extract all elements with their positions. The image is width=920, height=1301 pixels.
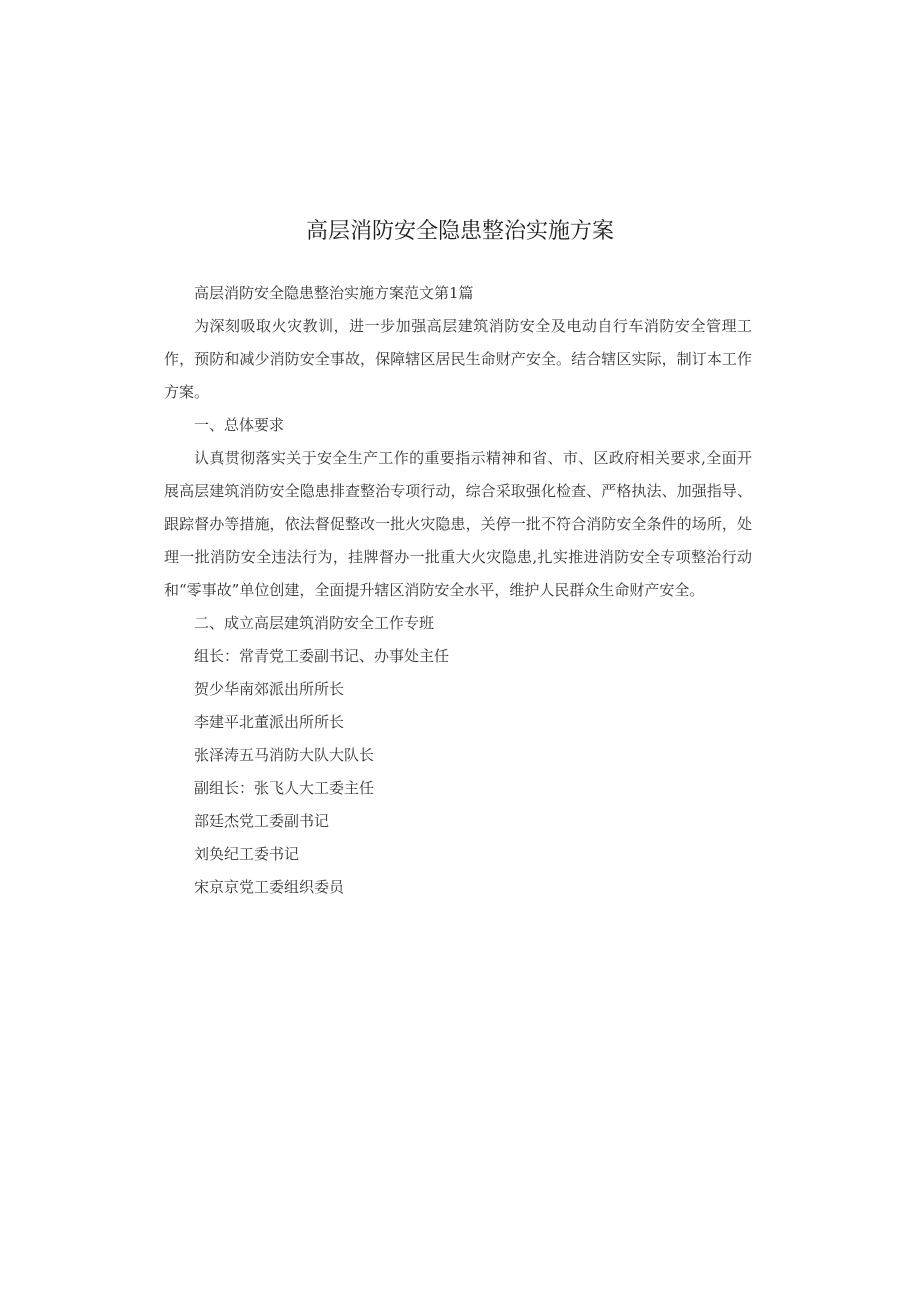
member-line: 贺少华南郊派出所所长 (194, 680, 345, 698)
document-title: 高层消防安全隐患整治实施方案 (305, 219, 614, 244)
section1-heading: 一、总体要求 (194, 416, 285, 434)
member-line: 李建平北董派出所所长 (194, 713, 345, 731)
document-subtitle: 高层消防安全隐患整治实施方案范文第1篇 (194, 284, 474, 302)
member-line: 副组长：张飞人大工委主任 (194, 779, 375, 797)
section1-paragraph: 认真贯彻落实关于安全生产工作的重要指示精神和省、市、区政府相关要求,全面开展高层建筑消防安全隐患排查整治专项行动，综合采取强化检查、严格执法、加强指导、跟踪督办等措施，依法督促整改一批火灾隐患，关停一批不符合消防安全条件的场所，处理一批消防安全违法行为，挂牌督办一批重大火灾隐患,扎实推进消防安全专项整治行动和“零事故”单位创建，全面提升辖区消防安全水平，维护人民群众生命财产安全。 (164, 449, 752, 599)
member-line: 刘奂纪工委书记 (194, 845, 300, 863)
member-line: 张泽涛五马消防大队大队长 (194, 746, 375, 764)
member-line: 部廷杰党工委副书记 (194, 812, 330, 830)
intro-paragraph: 为深刻吸取火灾教训，进一步加强高层建筑消防安全及电动自行车消防安全管理工作，预防和减少消防安全事故，保障辖区居民生命财产安全。结合辖区实际，制订本工作方案。 (164, 317, 752, 401)
member-line: 宋京京党工委组织委员 (194, 878, 345, 896)
member-line: 组长：常青党工委副书记、办事处主任 (194, 647, 450, 665)
document-body (164, 277, 752, 904)
section2-heading: 二、成立高层建筑消防安全工作专班 (194, 614, 435, 632)
